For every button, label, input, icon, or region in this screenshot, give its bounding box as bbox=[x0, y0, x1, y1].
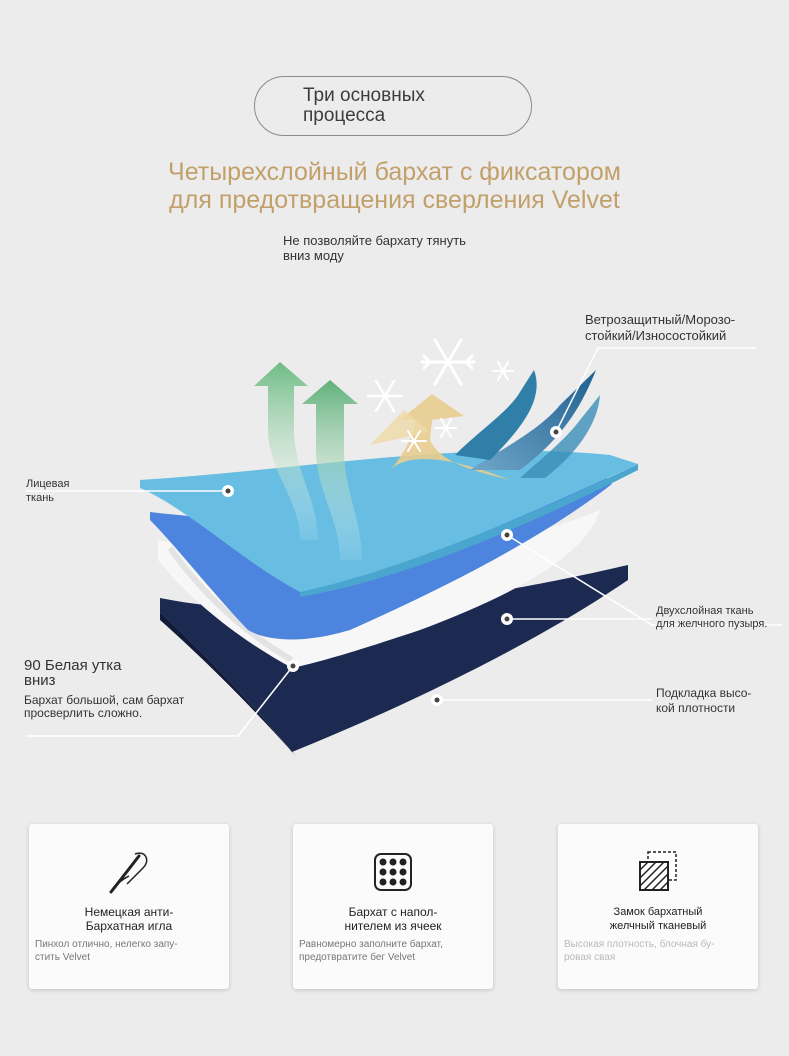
card-desc: Высокая плотность, блочная бу- ровая свая bbox=[564, 939, 715, 963]
card-title: Бархат с напол- нителем из ячеек bbox=[344, 905, 442, 933]
label-lining: Подкладка высо- кой плотности bbox=[656, 686, 752, 715]
card-desc: Пинхол отлично, нелегко запу- стить Velvet bbox=[35, 939, 178, 963]
label-duck-down-desc: Бархат большой, сам бархат просверлить сложно. bbox=[24, 693, 185, 720]
card-title: Замок бархатный желчный тканевый bbox=[609, 906, 707, 932]
grid-cells-icon bbox=[369, 848, 417, 896]
card-title: Немецкая анти- Бархатная игла bbox=[84, 905, 174, 933]
page-headline: Четырехслойный бархат с фиксатором для предотвращения сверления Velvet bbox=[168, 158, 621, 214]
page-subheadline: Не позволяйте бархату тянуть вниз моду bbox=[283, 233, 466, 263]
label-face-fabric: Лицевая ткань bbox=[26, 478, 70, 504]
needle-icon bbox=[105, 848, 153, 896]
card-desc: Равномерно заполните бархат, предотвратите бег Velvet bbox=[299, 939, 443, 963]
label-windproof: Ветрозащитный/Морозо- стойкий/Износостойкий bbox=[585, 312, 736, 343]
feature-card-cells bbox=[293, 824, 493, 989]
fabric-lock-icon bbox=[634, 848, 682, 896]
pill-text: Три основных процесса bbox=[303, 85, 425, 126]
label-duck-down-title: 90 Белая утка вниз bbox=[24, 657, 122, 689]
feature-card-needle bbox=[29, 824, 229, 989]
label-double-layer: Двухслойная ткань для желчного пузыря. bbox=[656, 605, 768, 630]
feature-card-fabric-lock bbox=[558, 824, 758, 989]
